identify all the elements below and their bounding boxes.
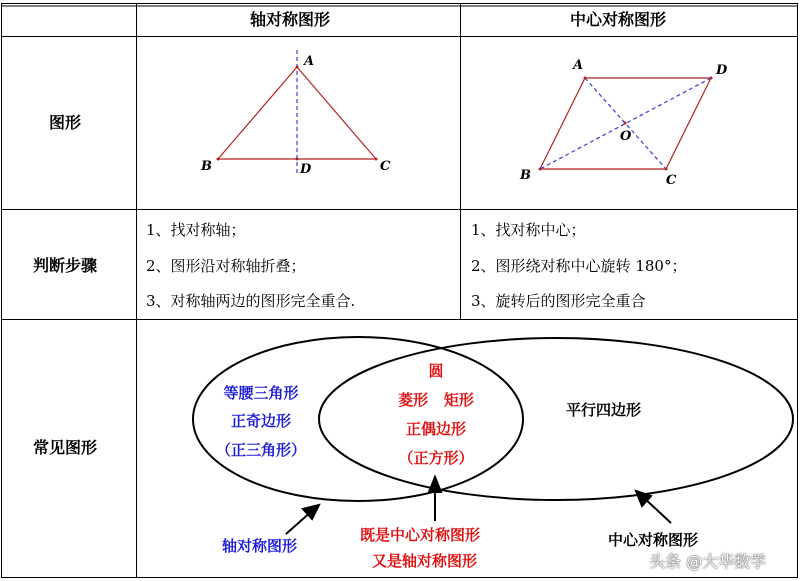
venn-left-item: 正奇边形 bbox=[230, 412, 291, 430]
row-header-shape: 图形 bbox=[49, 113, 82, 132]
venn-label-both: 既是中心对称图形 bbox=[360, 526, 481, 544]
venn-both-item: （正方形） bbox=[398, 449, 474, 467]
venn-right-item: 平行四边形 bbox=[566, 401, 642, 419]
axial-step-1: 1、找对称轴； bbox=[146, 221, 246, 239]
central-step-1: 1、找对称中心； bbox=[471, 221, 586, 239]
label-B: B bbox=[201, 159, 212, 174]
venn-both-item: 菱形 矩形 bbox=[398, 391, 474, 409]
label-C: C bbox=[666, 173, 677, 188]
axial-step-2: 2、图形沿对称轴折叠； bbox=[146, 257, 306, 275]
venn-right-ellipse bbox=[319, 338, 793, 500]
venn-label-axial: 轴对称图形 bbox=[222, 537, 298, 555]
header-axial: 轴对称图形 bbox=[250, 10, 331, 29]
venn-left-item: 等腰三角形 bbox=[223, 384, 299, 402]
row-header-steps: 判断步骤 bbox=[33, 256, 98, 275]
central-step-3: 3、旋转后的图形完全重合 bbox=[471, 292, 646, 310]
watermark: 头条 @大华数学 bbox=[649, 552, 767, 571]
axial-step-3: 3、对称轴两边的图形完全重合. bbox=[146, 292, 356, 310]
venn-both-item: 正偶边形 bbox=[405, 420, 466, 438]
label-D: D bbox=[716, 63, 728, 78]
venn-label-both: 又是轴对称图形 bbox=[372, 552, 478, 570]
central-step-2: 2、图形绕对称中心旋转 180°； bbox=[471, 257, 687, 275]
label-A: A bbox=[304, 54, 315, 69]
central-parallelogram-figure bbox=[539, 77, 713, 171]
venn-left-item: （正三角形） bbox=[215, 441, 306, 459]
header-central: 中心对称图形 bbox=[570, 10, 667, 29]
label-C: C bbox=[380, 159, 391, 174]
venn-label-central: 中心对称图形 bbox=[608, 531, 699, 549]
label-O: O bbox=[620, 129, 632, 144]
venn-both-item: 圆 bbox=[428, 362, 444, 380]
label-A: A bbox=[573, 58, 584, 73]
label-D: D bbox=[300, 162, 312, 177]
row-header-common: 常见图形 bbox=[33, 438, 98, 457]
label-B: B bbox=[520, 168, 531, 183]
axial-triangle-figure bbox=[217, 50, 378, 175]
